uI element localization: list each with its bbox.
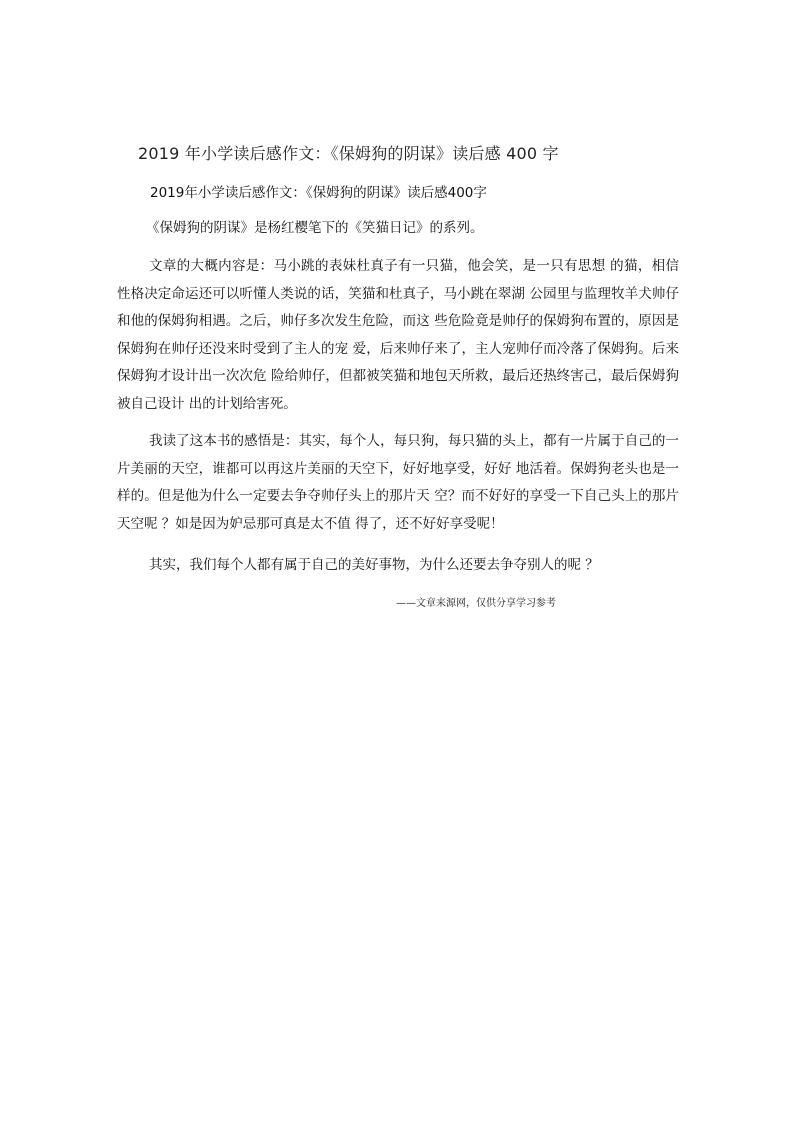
paragraph-conclusion: 其实，我们每个人都有属于自己的美好事物，为什么还要去争夺别人的呢 ？ xyxy=(149,557,599,573)
paragraph-reflection: 我读了这本书的感悟是：其实，每个人，每只狗，每只猫的头上，都有一片属于自己的一片美丽的天空，谁都可以再这片美丽的天空下，好好地享受，好好 地活着。保姆狗老头也是一样的。但是他为什么一定要去争夺帅仔头上的那片天 空？而不好好的享受一下自己头上的那片天空呢 ？如是因为妒忌那可真是太不值 得了，还不好好享受呢！ xyxy=(117,433,679,532)
intro-line: 《保姆狗的阴谋》是杨红樱笔下的《笑猫日记》的系列。 xyxy=(146,220,484,236)
paragraph-summary: 文章的大概内容是：马小跳的表妹杜真子有一只猫，他会笑，是一只有思想 的猫，相信性格决定命运还可以听懂人类说的话，笑猫和杜真子，马小跳在翠湖 公园里与监理牧羊犬帅仔和他的保姆狗相遇。之后，帅仔多次发生危险，而这 些危险竟是帅仔的保姆狗布置的，原因是保姆狗在帅仔还没来时受到了主人的宠 爱，后来帅仔来了，主人宠帅仔而冷落了保姆狗。后来保姆狗才设计出一次次危 险给帅仔，但都被笑猫和地包天所救，最后还热终害己，最后保姆狗被自己设计 出的计划给害死。 xyxy=(117,258,679,412)
source-note: ——文章来源网，仅供分享学习参考 xyxy=(396,598,556,609)
document-subtitle: 2019年小学读后感作文：《保姆狗的阴谋》读后感400字 xyxy=(150,185,487,201)
document-title: 2019 年小学读后感作文：《保姆狗的阴谋》读后感 400 字 xyxy=(138,144,559,163)
